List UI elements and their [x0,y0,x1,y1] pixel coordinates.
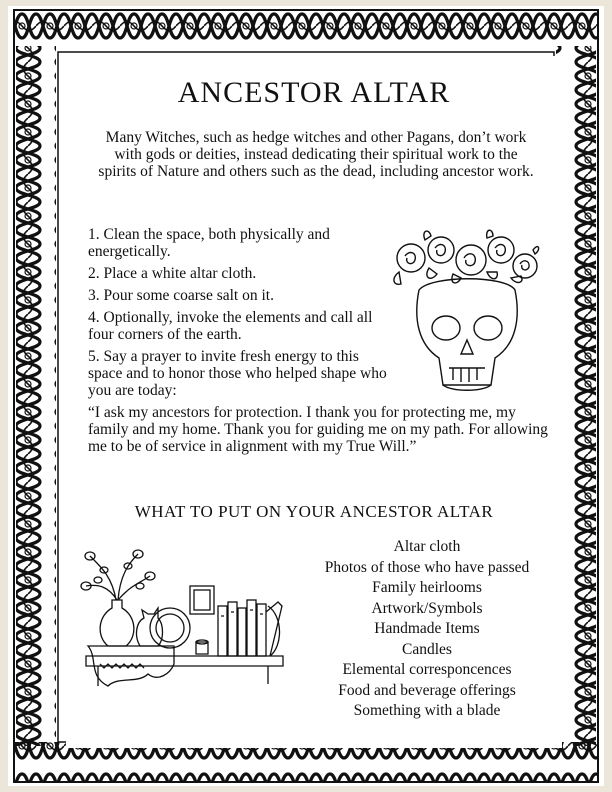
skull-with-roses-illustration [391,220,541,400]
step-item: 3. Pour some coarse salt on it. [88,287,274,304]
intro-paragraph: Many Witches, such as hedge witches and other Pagans, don’t work with gods or deities, instead dedicating their spiritual work to the spirits of Nature and others such as the dead, including ancestor work. [98,129,534,180]
list-item: Handmade Items [374,620,480,637]
prayer-quote: “I ask my ancestors for protection. I thank you for protecting me, my family and my home. Thank you for guiding me on my path. For allowing me to be of service in alignment with my True Will.” [88,404,548,455]
list-item: Something with a blade [353,702,501,719]
step-item: 1. Clean the space, both physically and energetically. [88,226,330,260]
content-area [66,56,562,748]
list-item: Family heirlooms [372,579,482,596]
list-item: Food and beverage offerings [338,681,516,699]
list-item: Elemental corresponcences [342,661,512,678]
list-item: Artwork/Symbols [371,599,483,617]
page-title: ANCESTOR ALTAR [177,76,451,109]
list-item: Altar cloth [393,538,461,555]
altar-items-list [294,537,560,722]
list-item: Candles [402,640,452,658]
step-item: 5. Say a prayer to invite fresh energy to this space and to honor those who helped shape who you are today: [88,348,387,399]
steps-list [88,226,388,404]
altar-shelf-illustration [78,546,288,696]
step-item: 2. Place a white altar cloth. [88,265,257,282]
page [8,6,604,786]
list-item: Photos of those who have passed [324,558,530,576]
step-item: 4. Optionally, invoke the elements and call all four corners of the earth. [88,309,373,343]
section-heading: WHAT TO PUT ON YOUR ANCESTOR ALTAR [134,502,494,521]
